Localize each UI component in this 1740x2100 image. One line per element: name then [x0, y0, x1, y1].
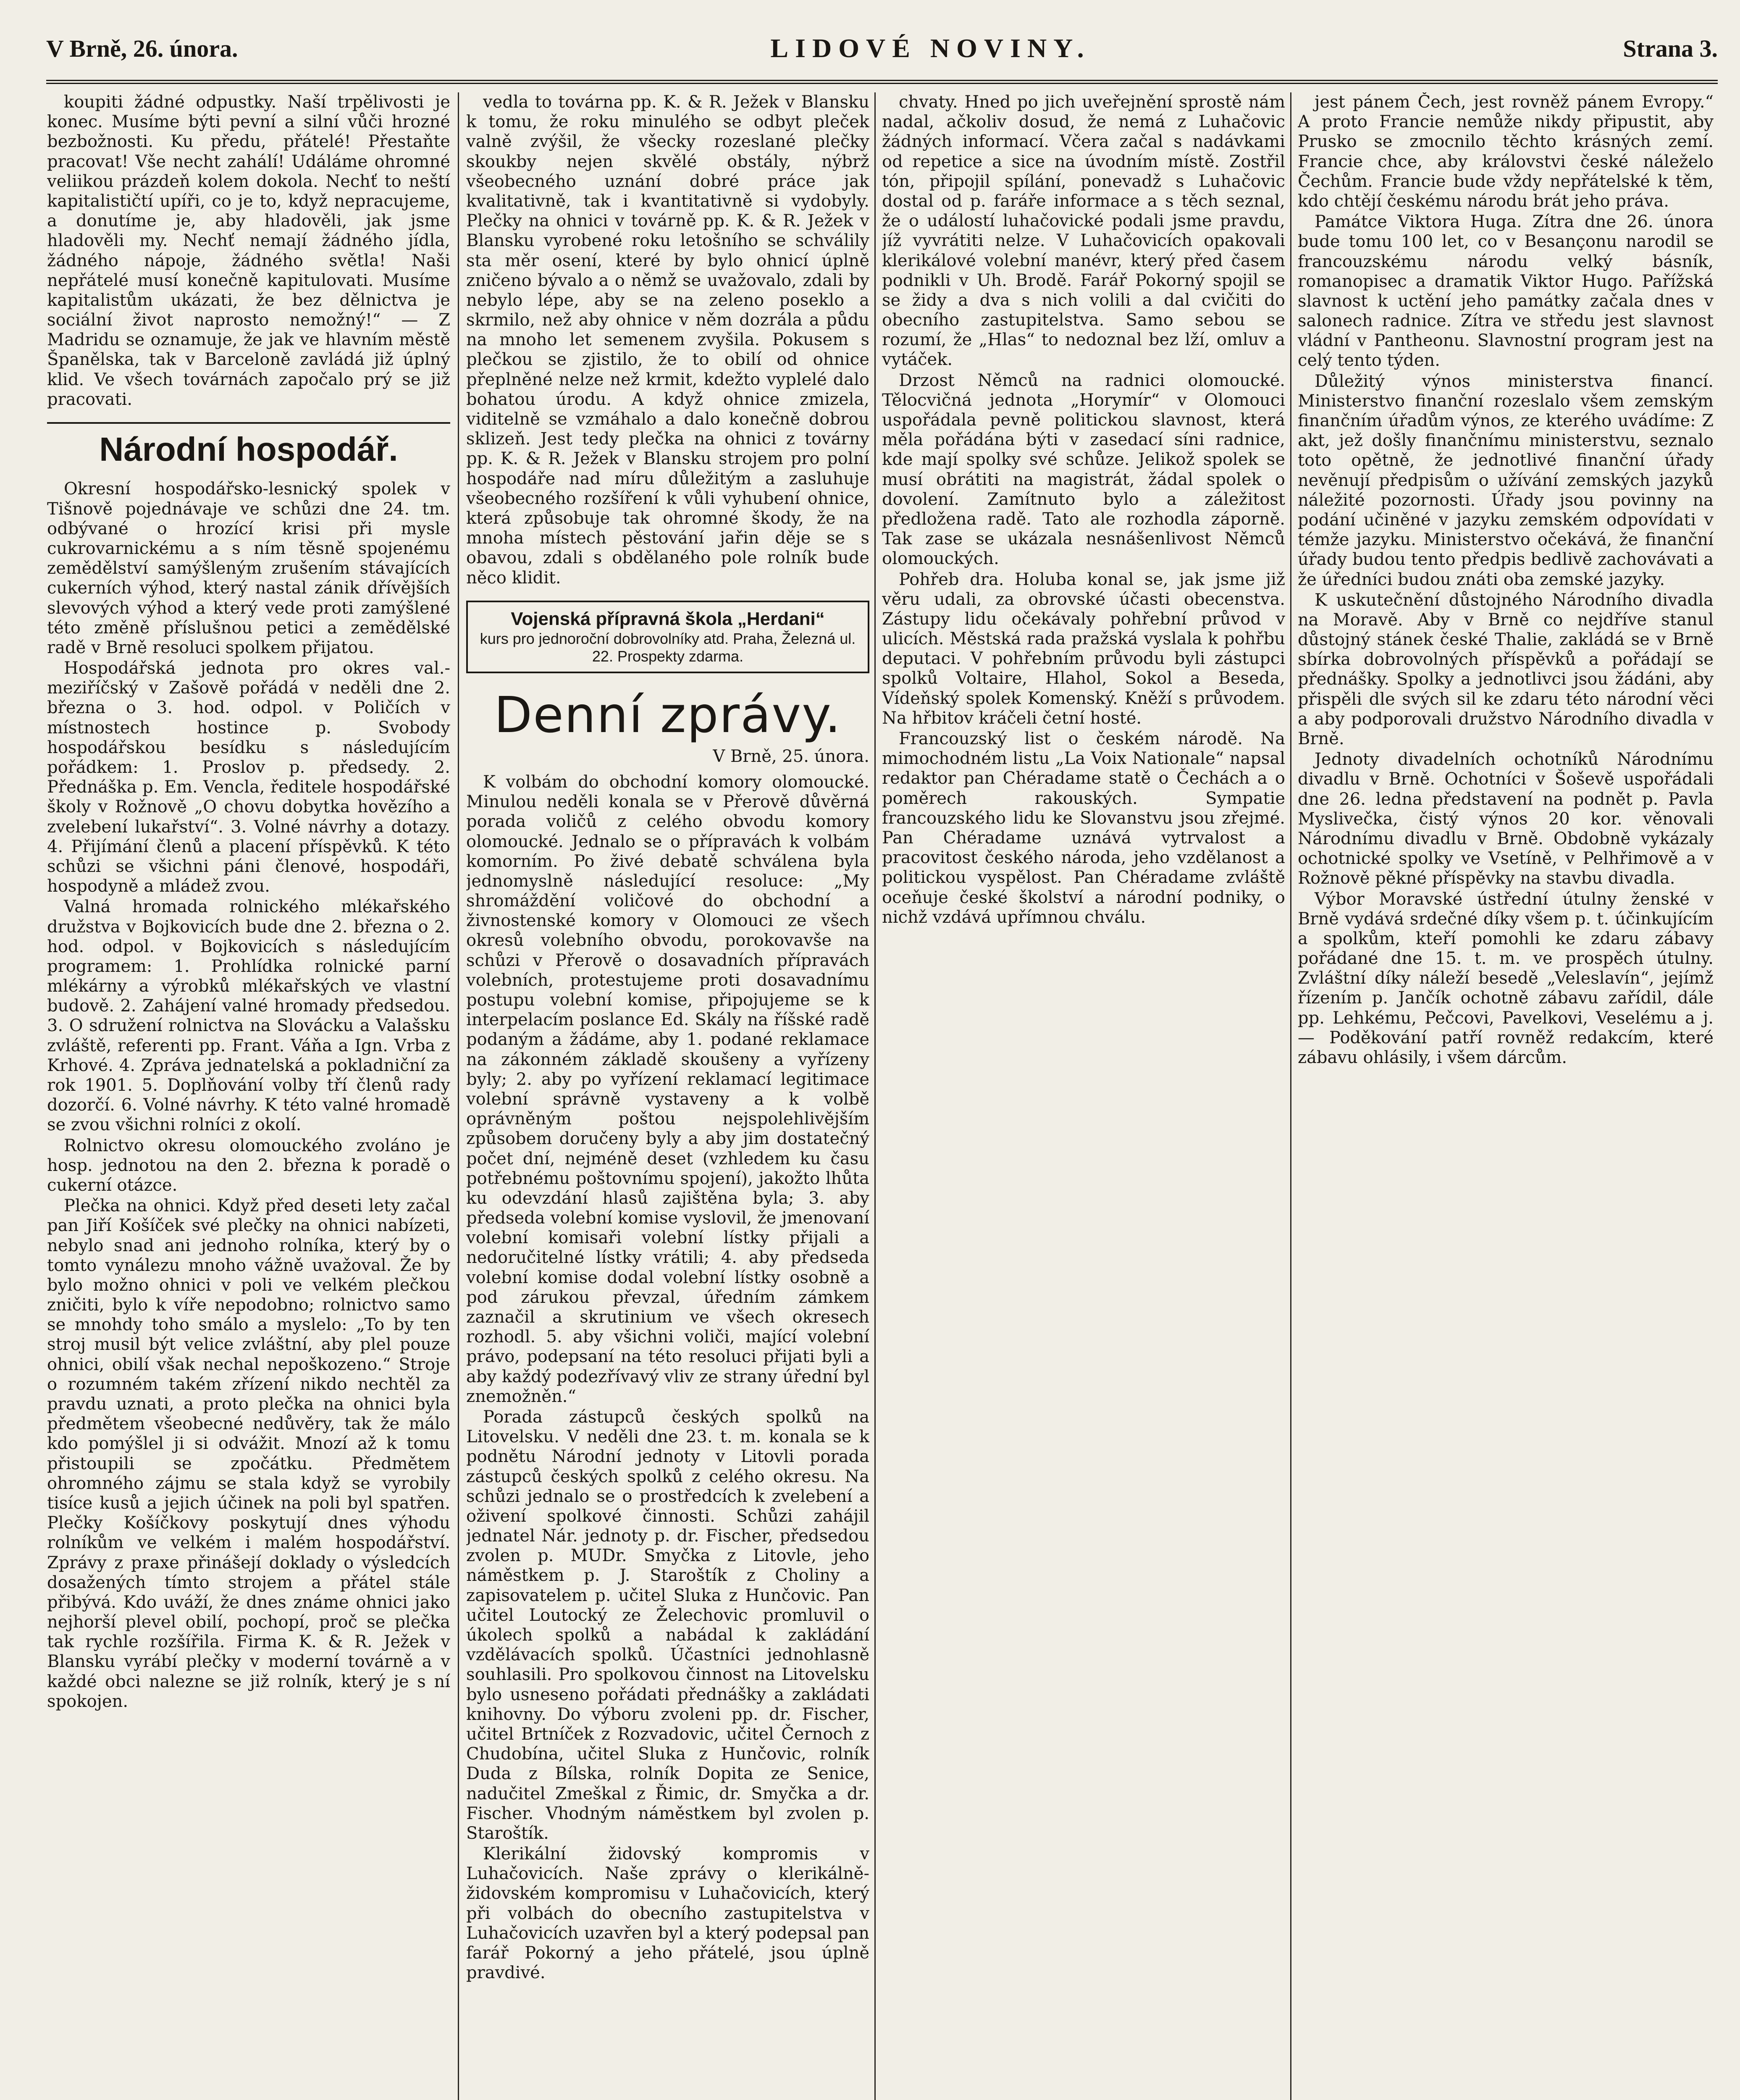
article-paragraph: K uskutečnění důstojného Národního divadla na Moravě. Aby v Brně co nejdříve stanul důstojný stánek české Thalie, zakládá se v Brně sbírka dobrovolných příspěvků a pořádají se přednášky. Spolky a jednotlivci jsou žádáni, aby přispěli dle svých sil ke zdaru této národní věci a aby podporovali družstvo Národního divadla v Brně. — [1298, 590, 1714, 748]
article-paragraph: Porada zástupců českých spolků na Litovelsku. V neděli dne 23. t. m. konala se k podnětu Národní jednoty v Litovli porada zástupců českých spolků z celého okresu. Na schůzi jednalo se o prostředcích k zvelebení a oživení spolkové činnosti. Schůzi zahájil jednatel Nár. jednoty p. dr. Fischer, předsedou zvolen p. MUDr. Smyčka z Litovle, jeho náměstkem p. J. Staroštík z Choliny a zapisovatelem p. učitel Sluka z Hunčovic. Pan učitel Loutocký ze Želechovic promluvil o úkolech spolků a nabádal k zakládání vzdělávacích spolků. Účastníci jednohlasně souhlasili. Pro spolkovou činnost na Litovelsku bylo usneseno pořádati přednášky a zakládati knihovny. Do výboru zvoleni pp. dr. Fischer, učitel Brtníček z Rozvadovic, učitel Černoch z Chudobína, učitel Sluka z Hunčovic, rolník Duda z Bílska, rolník Dopita ze Senice, nadučitel Zmeškal z Řimic, dr. Smyčka a dr. Fischer. Vhodným náměstkem byl zvolen p. Staroštík. — [466, 1407, 869, 1843]
dateline: V Brně, 25. února. — [713, 746, 869, 766]
advertisement-title: Vojenská přípravná škola „Herdani“ — [511, 608, 825, 629]
article-paragraph: Drzost Němců na radnici olomoucké. Tělocvičná jednota „Horymír“ v Olomouci uspořádala pevně politickou slavnost, která měla pořádána býti v zasedací síni radnice, kde mají spolky své schůze. Jelikož spolek se musí obrátiti na magistrát, žádal spolek o dovolení. Zamítnuto bylo a záležitost předložena radě. Tato ale rozhodla záporně. Tak zase se ukázala nesnášenlivost Němců olomouckých. — [882, 370, 1285, 569]
article-paragraph: koupiti žádné odpustky. Naší trpělivosti je konec. Musíme býti pevní a silní vůči hrozné bezbožnosti. Ku předu, přátelé! Přestaňte pracovat! Vše necht zahálí! Událáme ohromné veliikou prázdeň kolem dokola. Nechť to neští kapitalističtí upíři, co je to, když nepracujeme, a donutíme je, aby hladověli, jak jsme hladověli my. Nechť nemají žádného jídla, žádného nápoje, žádného světla! Naši nepřátelé musí konečně kapitulovati. Musíme kapitalistům ukázati, že bez dělnictva je sociální život naprosto nemožný!“ — Z Madridu se oznamuje, že jak ve hlavním městě Španělska, tak v Barceloně zavládá již úplný klid. Ve všech továrnách započalo prý se již pracovati. — [47, 92, 450, 409]
section-heading: Denní zprávy. — [494, 685, 842, 744]
column-4 — [1298, 92, 1714, 2100]
article-paragraph: Hospodářská jednota pro okres val.-meziříčský v Zašově pořádá v neděli dne 2. března o 3. hod. odpol. v Poličích v místnostech hostince p. Svobody hospodářskou besídku s následujícím pořádkem: 1. Proslov p. předsedy. 2. Přednáška p. Em. Vencla, ředitele hospodářské školy v Rožnově „O chovu dobytka hovězího a zvelebení lukařství“. 3. Volné návrhy a dotazy. 4. Přijímání členů a placení příspěvků. K této schůzi se všichni páni členové, hospodáři, hospodyně a mládež zvou. — [47, 659, 450, 896]
article-paragraph: Výbor Moravské ústřední útulny ženské v Brně vydává srdečné díky všem p. t. účinkujícím a spolkům, kteří pomohli ke zdaru zábavy pořádané dne 15. t. m. ve prospěch útulny. Zvláštní díky náleží besedě „Veleslavín“, jejímž řízením p. Jančík ochotně zábavu zařídil, dále pp. Lehkému, Pečcovi, Pavelkovi, Veselému a j. — Poděkování patří rovněž redakcím, které zábavu ohlásily, i všem dárcům. — [1298, 889, 1714, 1067]
article-paragraph: Okresní hospodářsko-lesnický spolek v Tišnově pojednávaje ve schůzi dne 24. tm. odbývané o hrozící krisi při mysle cukrovarnickému a s ním těsně spojenému zemědělství samýšleným zrušením stávajících cukerních výhod, který nastal zánik dřívějších slevových výhod a který vede proti zamýšlené této změně příslušnou petici a zemědělské radě v Brně resoluci spolkem přijatou. — [47, 479, 450, 657]
article-paragraph: K volbám do obchodní komory olomoucké. Minulou neděli konala se v Přerově důvěrná porada voličů z celého obvodu komory olomoucké. Jednalo se o přípravách k volbám komorním. Po živé debatě schválena byla jednomyslně následující resoluce: „My shromáždění voličové do obchodní a živnostenské komory v Olomouci ze všech okresů volebního obvodu, porokovavše na schůzi v Přerově o dosavadních přípravách volebních, protestujeme proti dosavadnímu postupu volební komise, připojujeme se k interpelacím poslance Ed. Skály na říšské radě podaným a žádáme, aby 1. podané reklamace na zákonném základě skoušeny a vyřízeny byly; 2. aby po vyřízení reklamací legitimace volební správně vystaveny a k volbě oprávněným poštou nejspolehlivějším způsobem doručeny byly a aby jim dostatečný počet dní, nejméně deset (vzhledem ku času potřebnému poštovnímu spojení), jakožto lhůta ku odevzdání hlasů zajištěna byla; 3. aby předseda volební komise vyslovil, že jmenovaní volební komisaři volební lístky přijali a nedoručitelné lístky vrátili; 4. aby předseda volební komise dodal volební lístky osobně a pod zárukou převzal, úředním zámkem zaznačil a skrutinium ve všech okresech rozhodl. 5. aby všichni voliči, mající volební právo, podepsaní na této resoluci přijati byli a aby každý podezřívavý vliv ze strany úřední byl znemožněn.“ — [466, 772, 869, 1406]
masthead-date: V Brně, 26. února. — [46, 34, 238, 62]
article-paragraph: Důležitý výnos ministerstva financí. Ministerstvo finanční rozeslalo všem zemským finančním úřadům výnos, ze kterého uvádíme: Z akt, jež došly finančnímu ministerstvu, seznalo toto opětně, že jednotlivé finanční úřady nevěnují předpisům o užívání zemských jazyků náležité pozornosti. Úřady jsou povinny na podání učiněné v jazyku zemském odpovídati v témže jazyku. Ministerstvo očekává, že finanční úřady budou tento předpis bedlivě zachovávati a že úředníci budou znáti oba zemské jazyky. — [1298, 371, 1714, 589]
masthead — [46, 17, 1718, 84]
article-paragraph: Valná hromada rolnického mlékařského družstva v Bojkovicích bude dne 2. března o 2. hod. odpol. v Bojkovicích s následujícím programem: 1. Prohlídka rolnické parní mlékárny a výrobků mlékařských ve vlastní budově. 2. Zahájení valné hromady předsedou. 3. O sdružení rolnictva na Slovácku a Valašsku zvláště, referenti pp. Frant. Váňa a Ign. Vrba z Krhové. 4. Zpráva jednatelská a pokladniční za rok 1901. 5. Doplňování volby tří členů rady dozorčí. 6. Volné návrhy. K této valné hromadě se zvou všichni rolníci z okolí. — [47, 897, 450, 1135]
article-paragraph: Jednoty divadelních ochotníků Národnímu divadlu v Brně. Ochotníci v Šoševě uspořádali dne 26. ledna představení na podnět p. Pavla Myslivečka, čistý výnos 20 kor. věnovali Národnímu divadlu v Brně. Obdobně vykázaly ochotnické spolky ve Vsetíně, v Pelhřimově a v Rožnově pěkné příspěvky na stavbu divadla. — [1298, 750, 1714, 888]
article-paragraph: Plečka na ohnici. Když před deseti lety začal pan Jiří Košíček své plečky na ohnici nabízeti, nebylo snad ani jednoho rolníka, který by o tomto vynálezu mnoho vážně uvažoval. Že by bylo možno ohnici v poli ve velkém plečkou zničiti, bylo k víře nepodobno; rolnictvo samo se mnohdy toho smálo a myslelo: „To by ten stroj musil být velice zvláštní, aby plel pouze ohnici, obilí však nechal nepoškozeno.“ Stroje o rozumném takém zřízení nikdo nechtěl za pravdu uznati, a proto plečka na ohnici byla předmětem všeobecné nedůvěry, tak že málo kdo pomýšlel ji si odvážit. Mnozí až k tomu přistoupili se zpočátku. Předmětem ohromného zájmu se stala když se vyrobily tisíce kusů a jejich účinek na poli byl spatřen. Plečky Košíčkovy poskytují dnes výhodu rolníkům ve velkém i malém hospodářství. Zprávy z praxe přinášejí doklady o výsledcích dosažených tímto strojem a přátel stále přibývá. Kdo uváží, že dnes známe ohnici jako nejhorší plevel obilí, pochopí, proč se plečka tak rychle rozšířila. Firma K. & R. Ježek v Blansku vyrábí plečky v moderní továrně a v každé obci nalezne se již rolník, který je s ní spokojen. — [47, 1196, 450, 1711]
article-paragraph: jest pánem Čech, jest rovněž pánem Evropy.“ A proto Francie nemůže nikdy připustit, aby Prusko se zmocnilo těchto krásných zemí. Francie chce, aby královstvi české náleželo Čechům. Francie bude vždy nepřátelské k těm, kdo chtějí českému národu brát jeho práva. — [1298, 92, 1714, 211]
section-heading: Národní hospodář. — [47, 422, 450, 469]
article-paragraph: vedla to továrna pp. K. & R. Ježek v Blansku k tomu, že roku minulého se odbyt pleček valně zvýšil, že všecky rozeslané plečky skoukby nejen skvělé obstály, nýbrž všeobecného uznání dobré práce jak kvalitativně, tak i kvantitativně si vydobyly. Plečky na ohnici v továrně pp. K. & R. Ježek v Blansku vyrobené roku letošního se schválily sta měr osení, které by bylo ohnicí úplně zničeno bývalo a o němž se uvažovalo, zdali by nebylo lépe, aby se na zeleno poseklo a skrmilo, než aby ohnice v něm dozrála a půdu na mnoho let semenem zvyšila. Pokusem s plečkou se zjistilo, že to obilí od ohnice přeplněné nelze než krmit, kdežto vyplelé dalo bohatou úrodu. A když ohnice zmizela, viditelně se vzmáhalo a dalo konečně dobrou sklizeň. Jest tedy plečka na ohnici z továrny pp. K. & R. Ježek v Blansku strojem pro polní hospodáře nad míru důležitým a zasluhuje všeobecného rozšíření k vůli vyhubení ohnice, která způsobuje tak ohromné škody, že na mnoha místech pěstování jařin děje se s obavou, zdali s obdělaného pole rolník bude něco klidit. — [466, 92, 869, 588]
advertisement-text: kurs pro jednoroční dobrovolníky atd. Praha, Železná ul. 22. Prospekty zdarma. — [480, 630, 856, 665]
column-1 — [47, 92, 450, 2100]
article-paragraph: Rolnictvo okresu olomouckého zvoláno je hosp. jednotou na den 2. března k poradě o cukerní otázce. — [47, 1136, 450, 1195]
column-divider — [874, 92, 876, 2100]
masthead-page-number: Strana 3. — [1623, 34, 1718, 62]
masthead-title: LIDOVÉ NOVINY. — [770, 33, 1091, 63]
column-divider — [1290, 92, 1291, 2100]
article-paragraph: chvaty. Hned po jich uveřejnění sprostě nám nadal, ačkoliv dosud, že nemá z Luhačovic žádných informací. Včera začal s nadávkami od repetice a sice na úvodním místě. Zostřil tón, připojil spílání, ponevadž s Luhačovic dostal od p. faráře informace a s těch seznal, že o událostí luhačovické podali jsme pravdu, jíž vyvrátiti nelze. V Luhačovicích opakovali klerikálové volební manévr, který před časem podnikli v Uh. Brodě. Farář Pokorný spojil se se židy a dva s nich volili a dal cvičiti do obecního zastupitelstva. Samo sebou se rozumí, že „Hlas“ to nedoznal bez lží, omluv a vytáček. — [882, 92, 1285, 370]
article-paragraph: Francouzský list o českém národě. Na mimochodném listu „La Voix Nationale“ napsal redaktor pan Chéradame statě o Čechách a o poměrech rakouských. Sympatie francouzského lidu ke Slovanstvu jsou zřejmé. Pan Chéradame uznává vytrvalost a pracovitost českého národa, jeho vzdělanost a politickou vyspělost. Pan Chéradame zvláště oceňuje české školství a národní podniky, o nichž vzdává upřímnou chválu. — [882, 729, 1285, 927]
column-3 — [882, 92, 1285, 2100]
column-2 — [466, 92, 869, 2100]
advertisement-box — [466, 601, 869, 673]
article-paragraph: Pohřeb dra. Holuba konal se, jak jsme již věru udali, za obrovské účasti obecenstva. Zástupy lidu očekávaly pohřební průvod v ulicích. Městská rada pražská vyslala k pohřbu deputaci. V pohřebním průvodu byli zástupci spolků Voltaire, Hlahol, Sokol a Beseda, Vídeňský spolek Komenský. Kněží s průvodem. Na hřbitov kráčeli četní hosté. — [882, 570, 1285, 728]
column-divider — [458, 92, 459, 2100]
article-paragraph: Památce Viktora Huga. Zítra dne 26. února bude tomu 100 let, co v Besançonu narodil se francouzskému národu velký básník, romanopisec a dramatik Viktor Hugo. Pařížská slavnost k uctění jeho památky začala dnes v salonech radnice. Zítra ve středu jest slavnost vládní v Pantheonu. Slavnostní program jest na celý tento týden. — [1298, 212, 1714, 370]
article-paragraph: Klerikální židovský kompromis v Luhačovicích. Naše zprávy o klerikálně-židovském kompromisu v Luhačovicích, který při volbách do obecního zastupitelstva v Luhačovicích uzavřen byl a který podepsal pan farář Pokorný a jeho přátelé, jsou úplně pravdivé. — [466, 1844, 869, 1983]
